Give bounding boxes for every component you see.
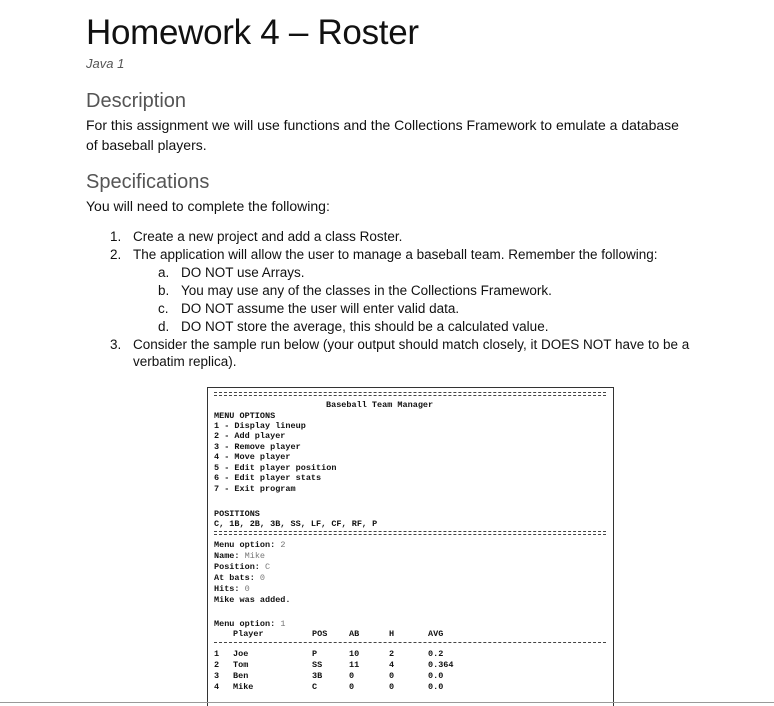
menu-title: MENU OPTIONS: [214, 411, 276, 421]
table-header-ab: AB: [349, 629, 360, 639]
atbats-prompt: [214, 573, 265, 583]
prompt-label: Hits:: [214, 584, 240, 594]
specifications-heading: Specifications: [86, 171, 210, 193]
list-item-text: Consider the sample run below (your output should match closely, it DOES NOT have to be a: [133, 337, 690, 352]
table-header-avg: AVG: [428, 629, 444, 639]
table-header-h: H: [389, 629, 395, 639]
prompt-label: Position:: [214, 562, 260, 572]
row-pos: 3B: [312, 671, 323, 681]
row-avg: 0.2: [428, 649, 444, 659]
row-number: 1: [214, 649, 220, 659]
row-number: 4: [214, 682, 220, 692]
name-prompt: [214, 551, 265, 561]
sub-item-letter: c.: [158, 301, 169, 316]
row-pos: SS: [312, 660, 323, 670]
row-avg: 0.0: [428, 682, 444, 692]
description-heading: Description: [86, 90, 187, 112]
table-divider: [214, 642, 606, 643]
list-item-number: 2.: [110, 247, 122, 262]
list-item-text: The application will allow the user to manage a baseball team. Remember the following:: [133, 247, 658, 262]
table-header-pos: POS: [312, 629, 328, 639]
row-avg: 0.0: [428, 671, 444, 681]
row-ab: 0: [349, 671, 355, 681]
console-header: Baseball Team Manager: [326, 400, 434, 410]
separator-line: [214, 531, 606, 535]
positions-title: POSITIONS: [214, 509, 260, 519]
prompt-input: 2: [280, 540, 286, 550]
description-text: For this assignment we will use functions and the Collections Framework to emulate a database of baseball players.: [86, 117, 679, 153]
row-player: Tom: [233, 660, 249, 670]
prompt-input: Mike: [244, 551, 266, 561]
separator-line: [214, 392, 606, 396]
prompt-label: Menu option:: [214, 540, 276, 550]
row-ab: 0: [349, 682, 355, 692]
row-player: Ben: [233, 671, 249, 681]
row-ab: 10: [349, 649, 360, 659]
list-item-text: Create a new project and add a class Roster.: [133, 229, 403, 244]
menu-item: 4 - Move player: [214, 452, 291, 462]
row-number: 3: [214, 671, 220, 681]
prompt-input: 0: [259, 573, 266, 583]
row-pos: P: [312, 649, 318, 659]
prompt-label: Name:: [214, 551, 240, 561]
row-h: 0: [389, 671, 395, 681]
row-number: 2: [214, 660, 220, 670]
menu-item: 3 - Remove player: [214, 442, 301, 452]
sub-item-letter: d.: [158, 319, 170, 334]
table-header-player: Player: [233, 629, 264, 639]
hits-prompt: [214, 584, 250, 594]
row-player: Joe: [233, 649, 249, 659]
menu-item: 7 - Exit program: [214, 484, 296, 494]
menu-item: 6 - Edit player stats: [214, 473, 322, 483]
prompt-label: Menu option:: [214, 619, 276, 629]
position-prompt: [214, 562, 270, 572]
menu-option-prompt: [214, 540, 285, 550]
sub-item-letter: a.: [158, 265, 170, 280]
menu-item: 5 - Edit player position: [214, 463, 337, 473]
list-item-text: verbatim replica).: [133, 354, 237, 369]
sub-item-text: You may use any of the classes in the Collections Framework.: [181, 283, 552, 298]
menu-item: 2 - Add player: [214, 431, 286, 441]
added-message: Mike was added.: [214, 595, 291, 605]
row-h: 0: [389, 682, 395, 692]
list-item-number: 1.: [110, 229, 122, 244]
row-h: 4: [389, 660, 395, 670]
page-subtitle: Java 1: [86, 56, 125, 71]
specifications-intro: You will need to complete the following:: [86, 198, 330, 214]
row-h: 2: [389, 649, 395, 659]
menu-item: 1 - Display lineup: [214, 421, 306, 431]
sub-item-text: DO NOT use Arrays.: [181, 265, 305, 280]
prompt-input: 0: [244, 584, 250, 594]
sub-item-text: DO NOT assume the user will enter valid data.: [181, 301, 460, 316]
menu-option-prompt: [214, 619, 285, 629]
list-item-number: 3.: [110, 337, 122, 352]
page-title: Homework 4 – Roster: [86, 13, 419, 52]
prompt-input: 1: [280, 619, 286, 629]
row-avg: 0.364: [428, 660, 454, 670]
row-player: Mike: [233, 682, 254, 692]
row-pos: C: [312, 682, 318, 692]
sub-item-letter: b.: [158, 283, 170, 298]
prompt-input: C: [265, 562, 271, 572]
page-bottom-rule: [0, 702, 774, 703]
positions-list: C, 1B, 2B, 3B, SS, LF, CF, RF, P: [214, 519, 378, 529]
sample-run-console: [207, 387, 614, 706]
prompt-label: At bats:: [214, 573, 255, 583]
sub-item-text: DO NOT store the average, this should be a calculated value.: [181, 319, 549, 334]
row-ab: 11: [349, 660, 360, 670]
